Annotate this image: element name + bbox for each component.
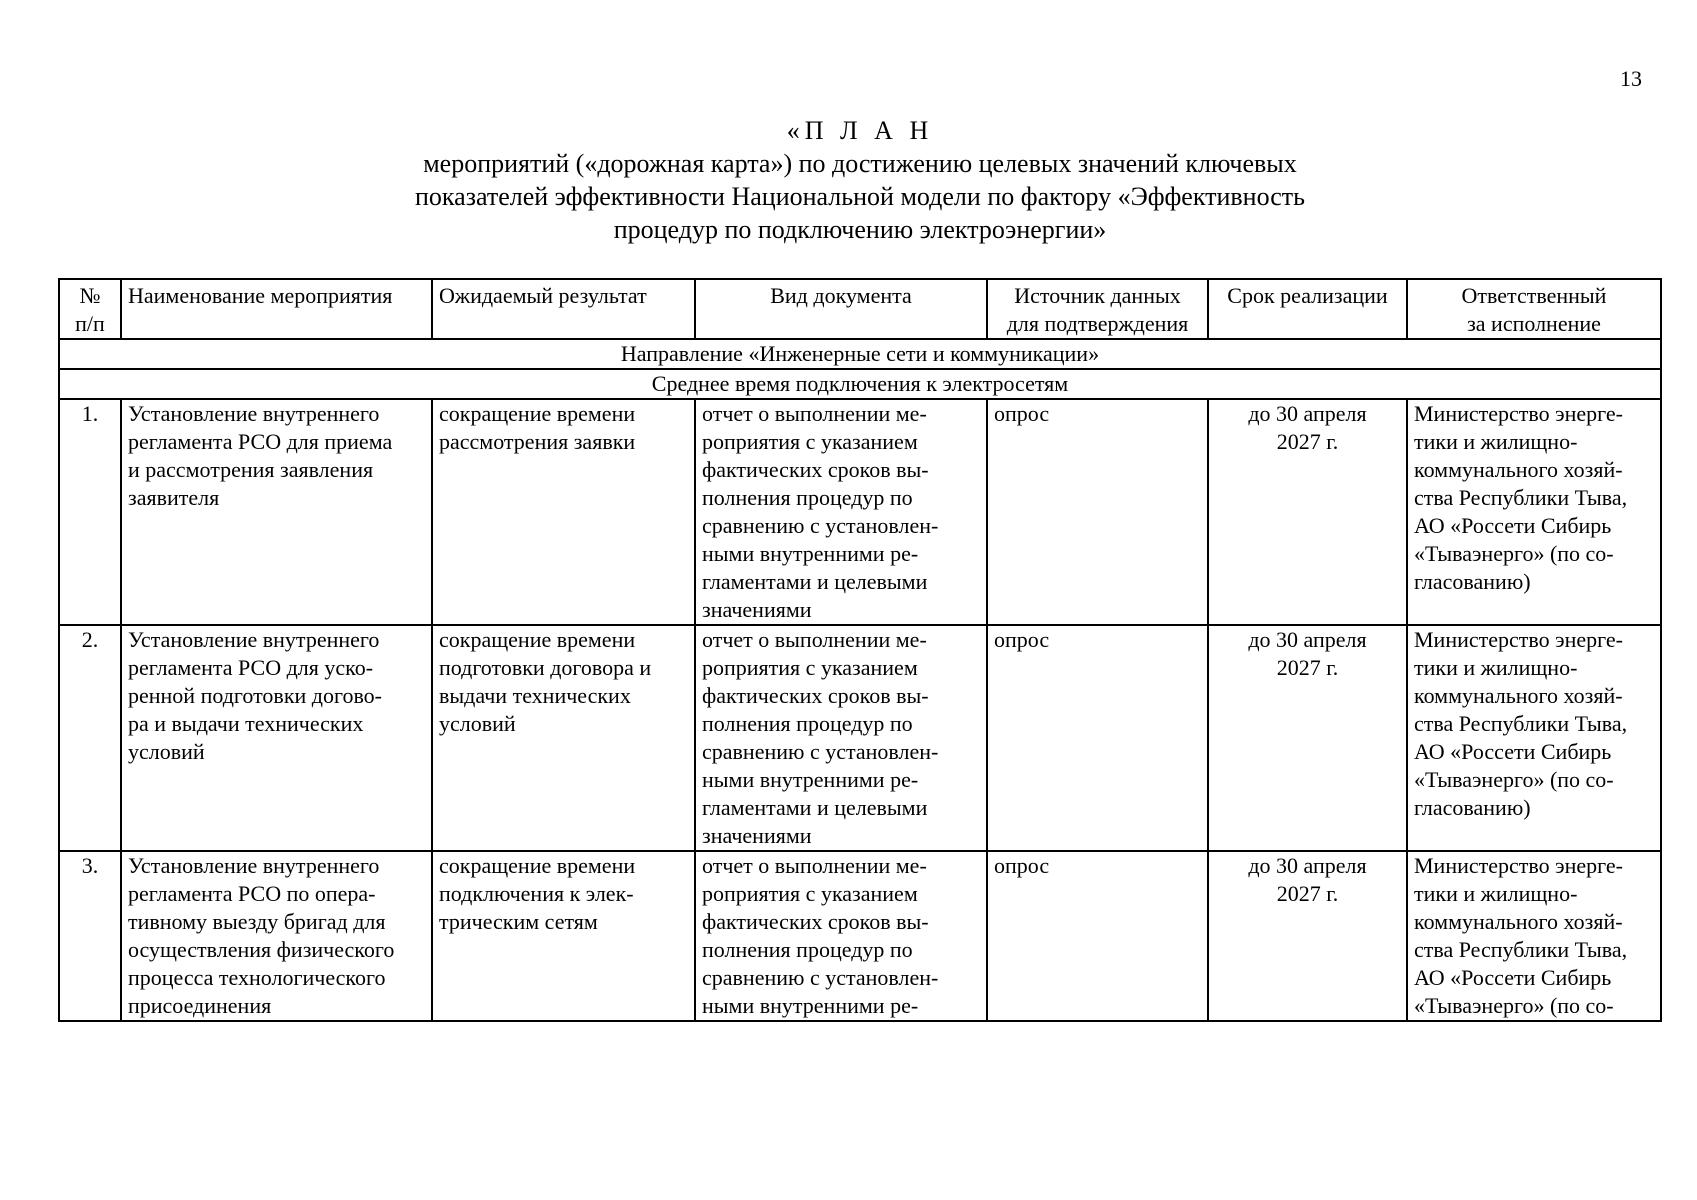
title-main: «П Л А Н <box>786 116 934 145</box>
header-num: № п/п <box>59 279 121 339</box>
table-row <box>59 625 1661 851</box>
header-resp: Ответственный за исполнение <box>1407 279 1661 339</box>
table-row <box>59 399 1661 625</box>
row-name: Установление внутреннего регламента РСО для уско- ренной подготовки догово- ра и выдачи технических условий <box>121 625 432 851</box>
header-name: Наименование мероприятия <box>121 279 432 339</box>
row-term: до 30 апреля 2027 г. <box>1208 625 1407 851</box>
row-number: 1. <box>59 399 121 625</box>
title-line-1: мероприятий («дорожная карта») по достижению целевых значений ключевых <box>423 149 1297 178</box>
plan-table <box>58 278 1662 1022</box>
row-doc: отчет о выполнении ме- роприятия с указанием фактических сроков вы- полнения процедур по сравнению с установлен- ными внутренними ре- <box>695 851 987 1021</box>
header-row <box>59 279 1661 339</box>
row-term: до 30 апреля 2027 г. <box>1208 851 1407 1021</box>
header-doc: Вид документа <box>695 279 987 339</box>
row-result: сокращение времени рассмотрения заявки <box>432 399 695 625</box>
row-responsible: Министерство энерге- тики и жилищно- коммунального хозяй- ства Республики Тыва, АО «Россети Сибирь «Тываэнерго» (по со- гласованию) <box>1407 625 1661 851</box>
row-responsible: Министерство энерге- тики и жилищно- коммунального хозяй- ства Республики Тыва, АО «Россети Сибирь «Тываэнерго» (по со- гласованию) <box>1407 399 1661 625</box>
row-doc: отчет о выполнении ме- роприятия с указанием фактических сроков вы- полнения процедур по сравнению с установлен- ными внутренними ре- гламентами и целевыми значениями <box>695 625 987 851</box>
table-row <box>59 851 1661 1021</box>
row-term: до 30 апреля 2027 г. <box>1208 399 1407 625</box>
direction-label: Направление «Инженерные сети и коммуникации» <box>59 339 1661 369</box>
row-result: сокращение времени подготовки договора и выдачи технических условий <box>432 625 695 851</box>
title-line-3: процедур по подключению электроэнергии» <box>613 215 1107 244</box>
header-source: Источник данных для подтверждения <box>987 279 1208 339</box>
row-source: опрос <box>987 399 1208 625</box>
title-line-2: показателей эффективности Национальной модели по фактору «Эффективность <box>415 182 1305 211</box>
row-number: 2. <box>59 625 121 851</box>
document-title <box>60 114 1660 246</box>
row-number: 3. <box>59 851 121 1021</box>
header-result: Ожидаемый результат <box>432 279 695 339</box>
row-source: опрос <box>987 625 1208 851</box>
row-name: Установление внутреннего регламента РСО по опера- тивному выезду бригад для осуществления физического процесса технологического присоединения <box>121 851 432 1021</box>
indicator-row <box>59 369 1661 399</box>
direction-row <box>59 339 1661 369</box>
row-doc: отчет о выполнении ме- роприятия с указанием фактических сроков вы- полнения процедур по сравнению с установлен- ными внутренними ре- гламентами и целевыми значениями <box>695 399 987 625</box>
row-name: Установление внутреннего регламента РСО для приема и рассмотрения заявления заявителя <box>121 399 432 625</box>
indicator-label: Среднее время подключения к электросетям <box>59 369 1661 399</box>
page-number: 13 <box>1620 66 1642 91</box>
header-term: Срок реализации <box>1208 279 1407 339</box>
row-source: опрос <box>987 851 1208 1021</box>
row-result: сокращение времени подключения к элек- трическим сетям <box>432 851 695 1021</box>
row-responsible: Министерство энерге- тики и жилищно- коммунального хозяй- ства Республики Тыва, АО «Россети Сибирь «Тываэнерго» (по со- <box>1407 851 1661 1021</box>
